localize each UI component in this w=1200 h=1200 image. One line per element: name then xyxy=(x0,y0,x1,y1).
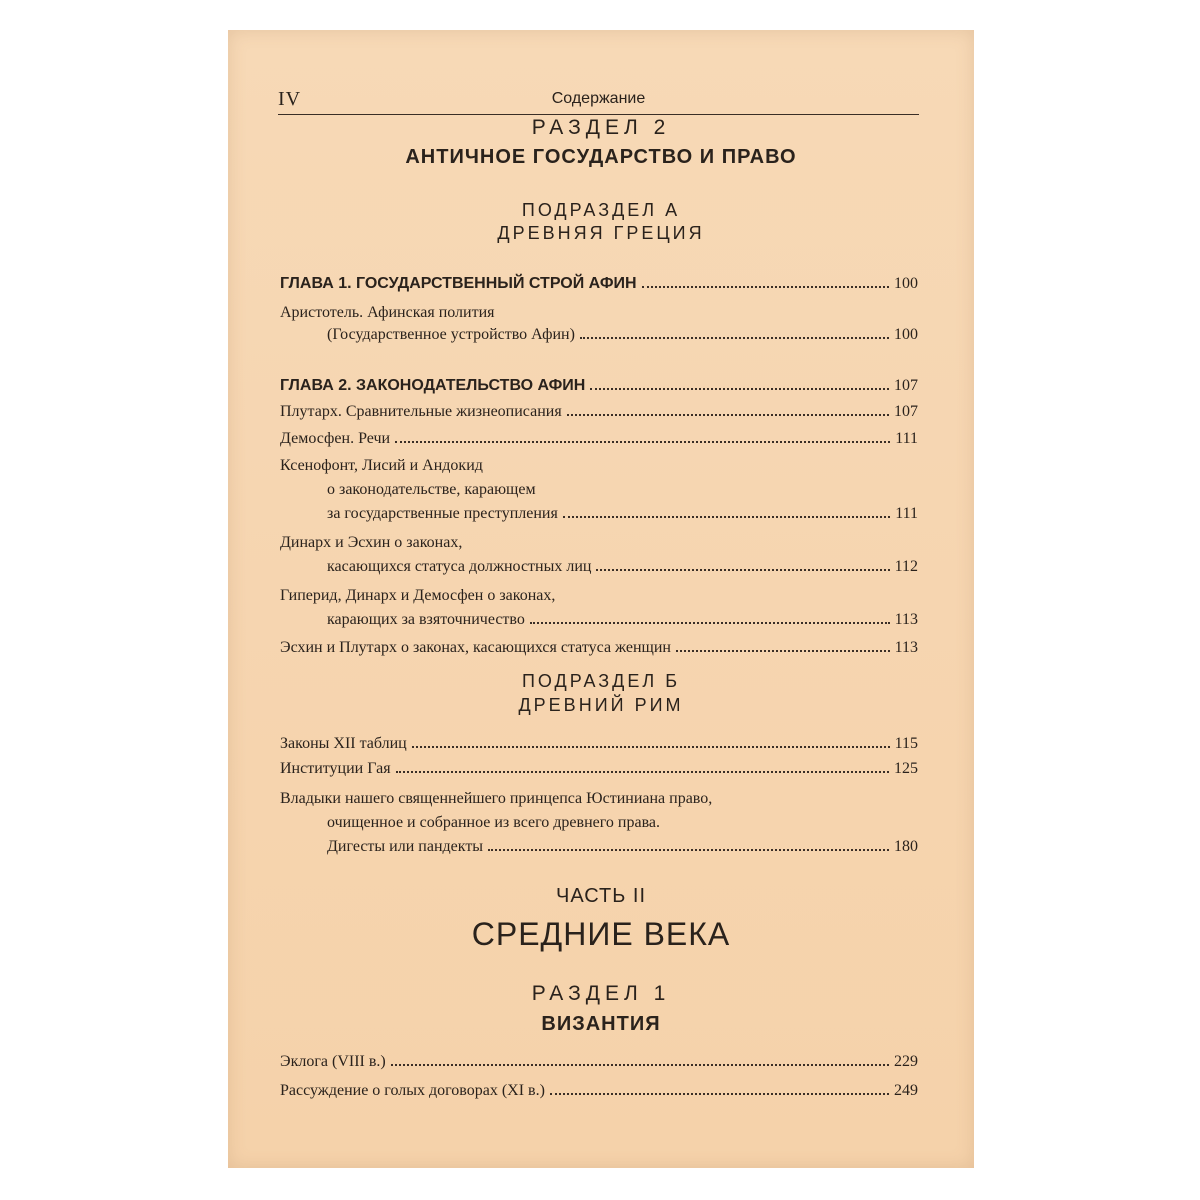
toc-entry[interactable]: Законы XII таблиц 115 xyxy=(280,732,918,756)
page-ref: 100 xyxy=(894,326,918,343)
toc-entry[interactable]: ГЛАВА 1. ГОСУДАРСТВЕННЫЙ СТРОЙ АФИН 100 xyxy=(280,272,918,296)
page-ref: 249 xyxy=(894,1082,918,1099)
page-ref: 111 xyxy=(895,505,918,522)
page-ref: 115 xyxy=(894,735,918,752)
subsection-a-label: ПОДРАЗДЕЛ А xyxy=(521,200,681,220)
toc-entry[interactable]: Аристотель. Афинская полития xyxy=(280,304,495,321)
page-ref: 113 xyxy=(894,611,918,628)
toc-entry-continuation[interactable]: касающихся статуса должностных лиц 112 xyxy=(280,555,918,579)
part-title: СРЕДНИЕ ВЕКА xyxy=(471,916,731,952)
toc-rome xyxy=(280,732,918,859)
toc-entry[interactable]: Гиперид, Динарх и Демосфен о законах, xyxy=(280,587,556,604)
subsection-a-title: ДРЕВНЯЯ ГРЕЦИЯ xyxy=(497,223,705,243)
page-ref: 107 xyxy=(894,377,918,394)
subsection-b-title: ДРЕВНИЙ РИМ xyxy=(518,695,684,715)
page-ref: 112 xyxy=(894,558,918,575)
toc-entry-continuation[interactable]: (Государственное устройство Афин) 100 xyxy=(280,323,918,347)
page-ref: 125 xyxy=(894,760,918,777)
toc-entry[interactable]: ГЛАВА 2. ЗАКОНОДАТЕЛЬСТВО АФИН 107 xyxy=(280,374,918,398)
toc-entry[interactable]: Ксенофонт, Лисий и Андокид xyxy=(280,457,483,474)
toc-entry[interactable]: Владыки нашего священнейшего принцепса Юстиниана право, xyxy=(280,790,713,807)
toc-greece xyxy=(280,272,918,660)
page-ref: 111 xyxy=(895,430,918,447)
toc-entry[interactable]: Рассуждение о голых договорах (XI в.) 249 xyxy=(280,1079,918,1103)
toc-entry[interactable]: Динарх и Эсхин о законах, xyxy=(280,534,463,551)
page-number-roman: IV xyxy=(278,88,302,110)
page-ref: 180 xyxy=(894,838,918,855)
book-page xyxy=(228,30,974,1168)
part-label: ЧАСТЬ II xyxy=(555,885,647,907)
section-title: АНТИЧНОЕ ГОСУДАРСТВО И ПРАВО xyxy=(405,146,797,168)
page-ref: 113 xyxy=(894,639,918,656)
toc-entry[interactable]: Эсхин и Плутарх о законах, касающихся статуса женщин 113 xyxy=(280,636,918,660)
toc-entry-continuation[interactable]: карающих за взяточничество 113 xyxy=(280,608,918,632)
toc-byzantium xyxy=(280,1050,918,1103)
section-label: РАЗДЕЛ 2 xyxy=(531,116,671,139)
toc-entry[interactable]: Плутарх. Сравнительные жизнеописания 107 xyxy=(280,400,918,424)
toc-entry-continuation[interactable]: за государственные преступления 111 xyxy=(280,502,918,526)
page-ref: 229 xyxy=(894,1053,918,1070)
page-ref: 100 xyxy=(894,275,918,292)
page-header xyxy=(278,88,919,115)
section-title: ВИЗАНТИЯ xyxy=(541,1013,661,1035)
toc-entry-continuation[interactable]: Дигесты или пандекты 180 xyxy=(280,835,918,859)
toc-entry-continuation: очищенное и собранное из всего древнего права. xyxy=(327,814,661,831)
toc-entry[interactable]: Институции Гая 125 xyxy=(280,757,918,781)
toc-entry[interactable]: Демосфен. Речи 111 xyxy=(280,427,918,451)
toc-entry-continuation: о законодательстве, карающем xyxy=(327,481,536,498)
running-title: Содержание xyxy=(551,90,646,107)
toc-entry[interactable]: Эклога (VIII в.) 229 xyxy=(280,1050,918,1074)
subsection-b-label: ПОДРАЗДЕЛ Б xyxy=(521,671,681,691)
page-ref: 107 xyxy=(894,403,918,420)
section-label: РАЗДЕЛ 1 xyxy=(531,982,671,1005)
